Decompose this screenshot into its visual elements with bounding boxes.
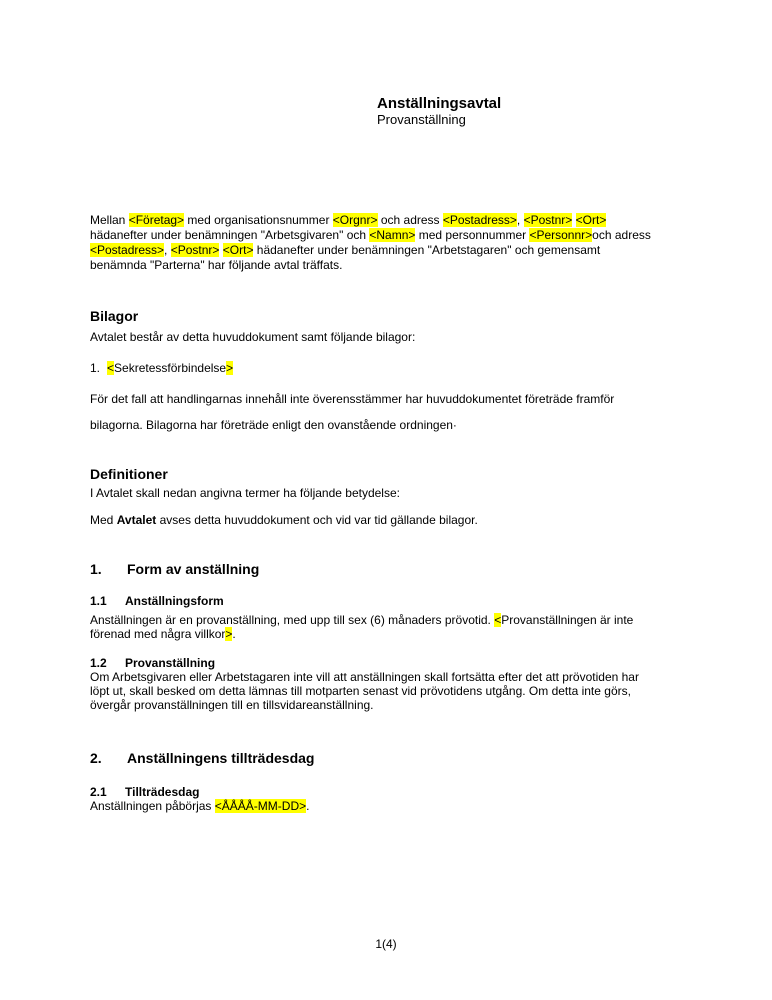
subsection-number: 2.1 <box>90 785 107 799</box>
text-segment: . <box>306 799 310 813</box>
definitioner-intro: I Avtalet skall nedan angivna termer ha följande betydelse: <box>90 486 400 500</box>
bilagor-intro: Avtalet består av detta huvuddokument samt följande bilagor: <box>90 330 416 344</box>
text-segment: hädanefter under benämningen "Arbetstagaren" och gemensamt <box>253 243 601 257</box>
document-title: Anställningsavtal <box>377 95 502 112</box>
placeholder-highlight: <Ort> <box>575 213 607 227</box>
placeholder-highlight: <Namn> <box>369 228 416 242</box>
text-segment: Anställningen är en provanställning, med upp till sex (6) månaders prövotid. <box>90 613 495 627</box>
list-item-text <box>107 361 233 375</box>
heading-section-1-1 <box>90 594 224 609</box>
placeholder-highlight: <Företag> <box>128 213 185 227</box>
text-segment: hädanefter under benämningen "Arbetsgivaren" och <box>90 228 370 242</box>
text-segment: Anställningen påbörjas <box>90 799 215 813</box>
placeholder-highlight: > <box>225 627 233 641</box>
text-segment: med organisationsnummer <box>184 213 333 227</box>
document-subtitle: Provanställning <box>377 112 466 127</box>
text-segment: övergår provanställningen till en tillsvidareanställning. <box>90 698 374 712</box>
placeholder-highlight: <Orgnr> <box>332 213 378 227</box>
text-segment: Provanställningen är inte <box>501 613 634 627</box>
bilagor-precedence-paragraph <box>90 386 690 438</box>
section-2-1-body <box>90 799 690 814</box>
section-number: 2. <box>90 750 102 766</box>
text-segment: Mellan <box>90 213 129 227</box>
text-segment: avses detta huvuddokument och vid var tid gällande bilagor. <box>156 513 478 527</box>
placeholder-highlight: <Personnr> <box>529 228 593 242</box>
placeholder-highlight: <Ort> <box>222 243 254 257</box>
text-segment: , <box>516 213 524 227</box>
section-1-2-body <box>90 670 690 712</box>
title-block <box>377 95 501 127</box>
section-title: Form av anställning <box>127 561 260 577</box>
text-segment: Avtalet <box>116 513 157 527</box>
section-number: 1. <box>90 561 102 577</box>
heading-definitioner: Definitioner <box>90 466 168 482</box>
text-segment: För det fall att handlingarnas innehåll inte överensstämmer har huvuddokumentet företräde framför <box>90 392 615 406</box>
subsection-title: Tillträdesdag <box>125 785 200 799</box>
text-segment: och adress <box>592 228 651 242</box>
text-segment: , <box>164 243 171 257</box>
subsection-number: 1.2 <box>90 656 107 670</box>
section-title: Anställningens tillträdesdag <box>127 750 315 766</box>
list-item-number: 1. <box>90 361 101 375</box>
placeholder-highlight: <Postnr> <box>523 213 573 227</box>
page-number: 1(4) <box>375 937 397 951</box>
text-segment: bilagorna. Bilagorna har företräde enligt den ovanstående ordningen· <box>90 418 457 432</box>
placeholder-highlight: > <box>226 361 234 375</box>
text-segment: benämnda "Parterna" har följande avtal träffats. <box>90 258 343 272</box>
heading-section-2-1 <box>90 785 199 800</box>
text-segment: förenad med några villkor <box>90 627 226 641</box>
bilagor-list-item <box>90 361 690 376</box>
subsection-title: Anställningsform <box>125 594 224 608</box>
section-1-1-body <box>90 613 690 641</box>
text-segment: . <box>232 627 236 641</box>
text-segment: Med <box>90 513 117 527</box>
placeholder-highlight: <ÅÅÅÅ-MM-DD> <box>214 799 307 813</box>
heading-bilagor: Bilagor <box>90 308 139 324</box>
text-segment: och adress <box>377 213 443 227</box>
text-segment: med personnummer <box>415 228 530 242</box>
subsection-title: Provanställning <box>125 656 216 670</box>
subsection-number: 1.1 <box>90 594 107 608</box>
heading-section-1-2 <box>90 656 215 671</box>
intro-paragraph <box>90 213 690 273</box>
definitioner-definition <box>90 513 690 528</box>
text-segment: Om Arbetsgivaren eller Arbetstagaren inte vill att anställningen skall fortsätta efter det att prövotiden har <box>90 670 639 684</box>
placeholder-highlight: <Postadress> <box>442 213 517 227</box>
text-segment: löpt ut, skall besked om detta lämnas till motparten senast vid prövotidens utgång. Om detta inte görs, <box>90 684 631 698</box>
heading-section-2 <box>90 750 314 766</box>
text-segment: Sekretessförbindelse <box>114 361 227 375</box>
placeholder-highlight: <Postnr> <box>170 243 220 257</box>
heading-section-1 <box>90 561 259 577</box>
placeholder-highlight: <Postadress> <box>90 243 165 257</box>
placeholder-highlight: < <box>494 613 502 627</box>
placeholder-highlight: < <box>107 361 115 375</box>
